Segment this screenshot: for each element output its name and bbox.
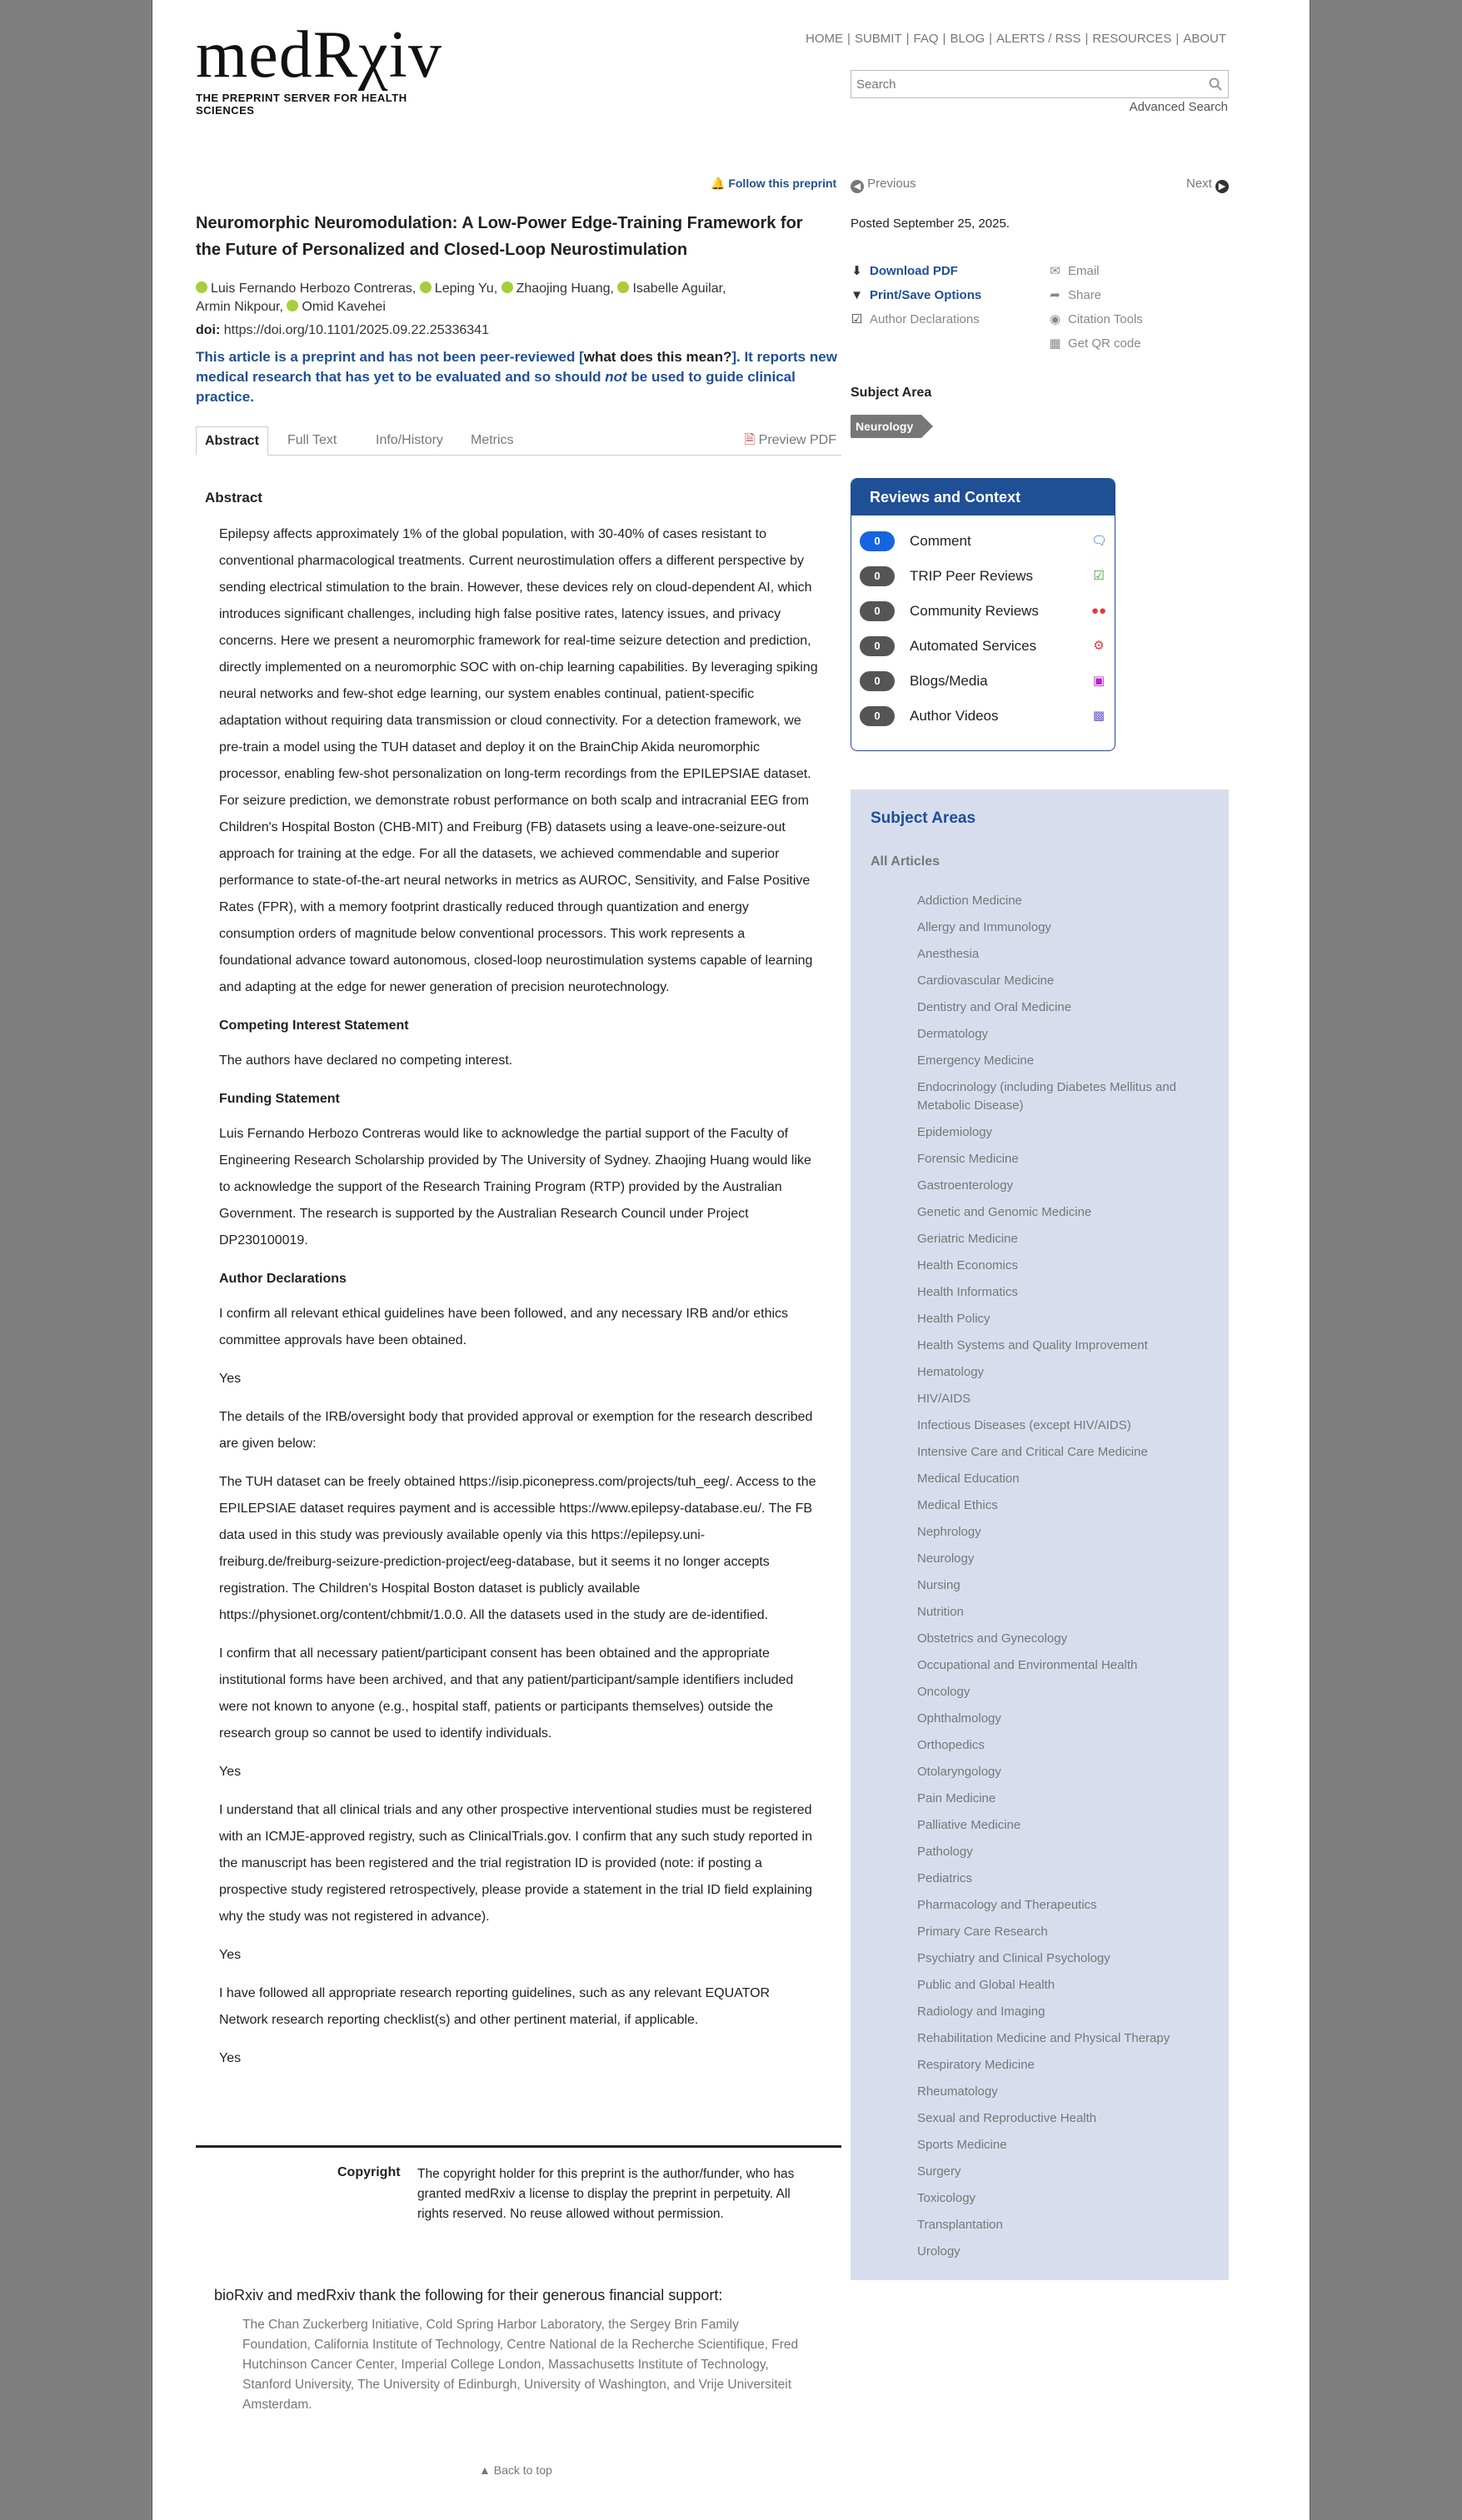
subject-area-link[interactable]: Dentistry and Oral Medicine	[917, 1000, 1072, 1014]
review-count: 0	[860, 531, 895, 551]
declaration-text: I have followed all appropriate research reporting guidelines, such as any relevant EQUATOR Network research reporting checklist(s) and other pertinent material, if applicable.	[219, 1986, 771, 2027]
subject-area-link[interactable]: Surgery	[917, 2164, 961, 2179]
subject-area-link[interactable]: Hematology	[917, 1365, 985, 1379]
monitor-icon: ▣	[1092, 674, 1105, 688]
subject-area-link[interactable]: Medical Education	[917, 1472, 1020, 1486]
review-item-community[interactable]	[860, 601, 1106, 621]
author-name[interactable]: Isabelle Aguilar	[632, 281, 723, 296]
review-item-comment[interactable]	[860, 531, 1106, 551]
arrow-left-icon: ◀	[851, 180, 864, 193]
comment-icon: 🗨	[1091, 534, 1108, 548]
subject-area-link[interactable]: Pharmacology and Therapeutics	[917, 1898, 1097, 1912]
subject-area-link[interactable]: Medical Ethics	[917, 1498, 998, 1512]
subject-area-link[interactable]: Palliative Medicine	[917, 1818, 1021, 1832]
nav-home[interactable]: HOME	[806, 32, 844, 46]
review-item-automated[interactable]	[860, 636, 1106, 656]
subject-area-link[interactable]: Nephrology	[917, 1525, 981, 1539]
subject-area-link[interactable]: Occupational and Environmental Health	[917, 1658, 1138, 1672]
share-icon: ➦	[1050, 288, 1060, 302]
tab-metrics[interactable]: Metrics	[471, 433, 514, 447]
review-item-trip[interactable]	[860, 566, 1106, 586]
article-tabs	[196, 426, 841, 456]
subject-area-link[interactable]: Nutrition	[917, 1605, 964, 1619]
orcid-icon[interactable]	[287, 300, 298, 311]
page	[152, 0, 1310, 2520]
doi-label: doi:	[196, 323, 221, 337]
subject-area-link[interactable]: Forensic Medicine	[917, 1152, 1019, 1166]
posted-date: Posted September 25, 2025.	[851, 217, 1010, 231]
users-icon: ●●	[1091, 604, 1107, 618]
subject-area-link[interactable]: Anesthesia	[917, 947, 980, 961]
bell-icon: 🔔	[711, 177, 726, 190]
review-count: 0	[860, 601, 895, 621]
declaration-answer: Yes	[219, 2051, 242, 2065]
subject-areas-list	[917, 892, 1200, 2269]
checkbox-icon: ☑	[851, 312, 863, 326]
preview-pdf-link[interactable]: 🗎 Preview PDF	[744, 433, 836, 447]
reviews-context-title: Reviews and Context	[851, 479, 1115, 515]
subject-area-heading: Subject Area	[851, 386, 932, 400]
review-item-videos[interactable]	[860, 706, 1106, 726]
declaration-text: The TUH dataset can be freely obtained https://isip.piconepress.com/projects/tuh_eeg/. Access to the EPILEPSIAE dataset requires payment and is accessible https://www.epilepsy-database.eu/. The FB data used in this study was previously available openly via this https://epilepsy.uni-freiburg.de/freiburg-seizure-prediction-project/eeg-database, but it seems it no longer accepts registration. The Children's Hospital Boston dataset is publicly available https://physionet.org/content/chbmit/1.0.0. All the datasets used in the study are de-identified.	[219, 1475, 816, 1622]
subject-area-link[interactable]: Orthopedics	[917, 1738, 985, 1752]
film-icon: ▩	[1092, 709, 1105, 723]
tab-info-history[interactable]: Info/History	[376, 433, 443, 447]
qr-code-link[interactable]: ▦ Get QR code	[1049, 336, 1141, 351]
what-does-this-mean-link[interactable]: what does this mean?	[583, 349, 732, 365]
medrxiv-logo[interactable]	[196, 18, 462, 117]
review-label: Community Reviews	[910, 603, 1039, 619]
review-count: 0	[860, 566, 895, 586]
subject-area-link[interactable]: Pathology	[917, 1845, 973, 1859]
subject-area-link[interactable]: Transplantation	[917, 2218, 1003, 2232]
pdf-file-icon: 🗎	[744, 433, 756, 447]
author-name[interactable]: Zhaojing Huang	[516, 281, 611, 296]
subject-area-link[interactable]: Obstetrics and Gynecology	[917, 1631, 1068, 1646]
review-label: Comment	[910, 533, 971, 549]
subject-tag[interactable]: Neurology	[851, 415, 921, 438]
copyright-label: Copyright	[337, 2165, 401, 2179]
email-link[interactable]: ✉ Email	[1050, 264, 1100, 278]
subject-area-link[interactable]: Public and Global Health	[917, 1978, 1055, 1992]
subject-areas-title: Subject Areas	[871, 809, 976, 827]
subject-area-link[interactable]: Intensive Care and Critical Care Medicine	[917, 1445, 1148, 1459]
doi-line	[196, 323, 489, 338]
download-icon: ⬇	[851, 264, 862, 278]
advanced-search-link[interactable]: Advanced Search	[1129, 100, 1228, 114]
article-body	[219, 521, 819, 2072]
declaration-answer: Yes	[219, 1948, 242, 1962]
funding-heading: Funding Statement	[219, 1092, 340, 1106]
back-to-top-link[interactable]: ▲ Back to top	[479, 2463, 552, 2477]
preprint-notice: This article is a preprint and has not been peer-reviewed [what does this mean?]. It reports new medical research that has yet to be evaluated and so should not be used to guide clinical practice.	[196, 349, 837, 405]
declaration-text: I confirm all relevant ethical guidelines have been followed, and any necessary IRB and/or ethics committee approvals have been obtained.	[219, 1307, 789, 1347]
declaration-text: I understand that all clinical trials and any other prospective interventional studies must be registered with an ICMJE-approved registry, such as ClinicalTrials.gov. I confirm that any such study reported in the manuscript has been registered and the trial registration ID is provided (note: if posting a prospective study registered retrospectively, please provide a statement in the trial ID field explaining why the study was not registered in advance).	[219, 1803, 813, 1924]
review-label: Blogs/Media	[910, 673, 988, 689]
abstract-text: Epilepsy affects approximately 1% of the global population, with 30-40% of cases resistant to conventional pharmacological treatments. Current neurostimulation offers a different perspective by sending electrical stimulation to the brain. However, these devices rely on cloud-dependent AI, which introduces significant challenges, including high false positive rates, latency issues, and privacy concerns. Here we present a neuromorphic framework for real-time seizure detection and prediction, directly implemented on a neuromorphic SOC with on-chip learning capabilities. By leveraging spiking neural networks and few-shot edge learning, our system enables continual, patient-specific adaptation without requiring data transmission or cloud connectivity. For a detection framework, we pre-train a model using the TUH dataset and deploy it on the BrainChip Akida neuromorphic processor, enabling few-shot personalization on long-term recordings from the EPILEPSIAE dataset. For seizure prediction, we demonstrate robust performance on both scalp and intracranial EEG from Children's Hospital Boston (CHB-MIT) and Freiburg (FB) datasets using a leave-one-seizure-out approach for training at the edge. For all the datasets, we achieved commendable and superior performance to state-of-the-art neural networks in metrics as AUROC, Sensitivity, and False Positive Rates (FPR), with a memory footprint drastically reduced through quantization and energy consumption orders of magnitude below conventional processors. This work represents a foundational advance toward autonomous, closed-loop neurostimulation systems capable of learning and adapting at the edge for newer generation of precision neurotechnology.	[219, 527, 818, 994]
subject-area-link[interactable]: Endocrinology (including Diabetes Mellitus and Metabolic Disease)	[917, 1080, 1177, 1113]
logo-tagline: THE PREPRINT SERVER FOR HEALTH SCIENCES	[196, 92, 407, 117]
article-title: Neuromorphic Neuromodulation: A Low-Power Edge-Training Framework for the Future of Personalized and Closed-Loop Neurostimulation	[196, 214, 803, 259]
subject-area-link[interactable]: Geriatric Medicine	[917, 1232, 1018, 1246]
declaration-answer: Yes	[219, 1765, 242, 1779]
envelope-icon: ✉	[1050, 264, 1060, 278]
previous-link[interactable]: ◀ Previous	[851, 177, 916, 191]
subject-area-link[interactable]: Allergy and Immunology	[917, 920, 1051, 934]
subject-area-link[interactable]: Pediatrics	[917, 1871, 972, 1885]
funding-text: Luis Fernando Herbozo Contreras would like to acknowledge the partial support of the Faculty of Engineering Research Scholarship provided by The University of Sydney. Zhaojing Huang would like to acknowledge the support of the Research Training Program (RTP) provided by the Australian Government. The research is supported by the Australian Research Council under Project DP230100019.	[219, 1127, 811, 1248]
logo-text-main: medR	[196, 18, 359, 92]
review-label: TRIP Peer Reviews	[910, 568, 1034, 584]
declaration-text: I confirm that all necessary patient/participant consent has been obtained and the appropriate institutional forms have been archived, and that any patient/participant/sample identifiers included were not known to anyone (e.g., hospital staff, patients or participants themselves) outside the research group so cannot be used to identify individuals.	[219, 1646, 794, 1741]
subject-area-link[interactable]: HIV/AIDS	[917, 1392, 971, 1406]
subject-areas-panel	[851, 789, 1229, 2280]
author-declarations-heading: Author Declarations	[219, 1272, 347, 1286]
nav-faq[interactable]: FAQ	[913, 32, 939, 46]
subject-area-link[interactable]: Urology	[917, 2244, 961, 2259]
globe-icon: ◉	[1049, 312, 1061, 326]
subject-area-link[interactable]: Sexual and Reproductive Health	[917, 2111, 1097, 2125]
gears-icon: ⚙	[1093, 639, 1105, 653]
subject-area-link[interactable]: Genetic and Genomic Medicine	[917, 1205, 1092, 1219]
subject-area-link[interactable]: Primary Care Research	[917, 1925, 1048, 1939]
subject-area-link[interactable]: Infectious Diseases (except HIV/AIDS)	[917, 1418, 1131, 1432]
next-link[interactable]: Next ▶	[1186, 177, 1229, 193]
subject-area-link[interactable]: Dermatology	[917, 1027, 989, 1041]
prev-next-nav	[851, 177, 1229, 193]
author-list: Luis Fernando Herbozo Contreras, Leping Yu, Zhaojing Huang, Isabelle Aguilar, Armin Nikpour, Omid Kavehei	[196, 281, 726, 314]
author-name[interactable]: Armin Nikpour	[196, 300, 280, 314]
declaration-answer: Yes	[219, 1372, 242, 1386]
citation-tools-link[interactable]: ◉ Citation Tools	[1049, 312, 1143, 326]
subject-area-link[interactable]: Health Policy	[917, 1312, 990, 1326]
subject-area-link[interactable]: Health Informatics	[917, 1285, 1018, 1299]
divider	[196, 2145, 841, 2148]
subject-area-link[interactable]: Gastroenterology	[917, 1178, 1014, 1193]
orcid-icon[interactable]	[420, 281, 432, 293]
subject-area-link[interactable]: Radiology and Imaging	[917, 2005, 1045, 2019]
subject-area-link[interactable]: Toxicology	[917, 2191, 976, 2205]
declaration-text: The details of the IRB/oversight body that provided approval or exemption for the research described are given below:	[219, 1410, 813, 1451]
review-item-blogs[interactable]	[860, 671, 1106, 691]
tab-abstract[interactable]: Abstract	[196, 426, 268, 456]
nav-blog[interactable]: BLOG	[950, 32, 985, 46]
subject-area-link[interactable]: Neurology	[917, 1551, 975, 1566]
subject-area-link[interactable]: Addiction Medicine	[917, 894, 1022, 908]
author-name[interactable]: Leping Yu	[434, 281, 494, 296]
competing-interest-heading: Competing Interest Statement	[219, 1018, 409, 1033]
review-count: 0	[860, 636, 895, 656]
subject-area-link[interactable]: Nursing	[917, 1578, 961, 1592]
subject-area-link[interactable]: Sports Medicine	[917, 2138, 1007, 2152]
subject-area-link[interactable]: Otolaryngology	[917, 1765, 1001, 1779]
funders-list: The Chan Zuckerberg Initiative, Cold Spring Harbor Laboratory, the Sergey Brin Family Foundation, California Institute of Technology, Centre National de la Recherche Scientifique, Fred Hutchinson Cancer Center, Imperial College London, Massachusetts Institute of Technology, Stanford University, The University of Edinburgh, University of Washington, and Vrije Universiteit Amsterdam.	[242, 2318, 799, 2412]
subject-area-link[interactable]: Health Systems and Quality Improvement	[917, 1338, 1148, 1352]
print-save-options-link[interactable]: ▼ Print/Save Options	[851, 288, 982, 302]
reviews-context-panel	[851, 478, 1115, 751]
nav-submit[interactable]: SUBMIT	[854, 32, 902, 46]
orcid-icon[interactable]	[196, 281, 207, 293]
nav-about[interactable]: ABOUT	[1183, 32, 1226, 46]
review-count: 0	[860, 671, 895, 691]
copyright-text: The copyright holder for this preprint is the author/funder, who has granted medRxiv a license to display the preprint in perpetuity. All rights reserved. No reuse allowed without permission.	[417, 2167, 795, 2221]
follow-preprint-link[interactable]	[711, 177, 836, 191]
subject-area-link[interactable]: Epidemiology	[917, 1125, 993, 1139]
author-name[interactable]: Luis Fernando Herbozo Contreras	[211, 281, 412, 296]
subject-area-link[interactable]: Health Economics	[917, 1258, 1018, 1272]
search-input[interactable]	[851, 71, 1185, 97]
search-icon[interactable]	[1208, 77, 1223, 92]
abstract-heading: Abstract	[205, 490, 262, 505]
top-navigation: HOME | SUBMIT | FAQ | BLOG | ALERTS / RSS | RESOURCES | ABOUT	[806, 32, 1226, 46]
author-declarations-link[interactable]: ☑ Author Declarations	[851, 312, 980, 326]
chevron-up-icon: ▲	[479, 2463, 491, 2477]
subject-area-link[interactable]: Oncology	[917, 1685, 971, 1699]
qr-code-icon: ▦	[1049, 336, 1061, 351]
author-name[interactable]: Omid Kavehei	[302, 300, 386, 314]
subject-area-link[interactable]: Respiratory Medicine	[917, 2058, 1035, 2072]
review-label: Author Videos	[910, 708, 999, 724]
nav-resources[interactable]: RESOURCES	[1092, 32, 1172, 46]
logo-text-end: iv	[388, 18, 442, 92]
arrow-right-icon: ▶	[1215, 180, 1229, 193]
subject-area-link[interactable]: Rehabilitation Medicine and Physical Therapy	[917, 2031, 1170, 2045]
review-count: 0	[860, 706, 895, 726]
subject-area-link[interactable]: Cardiovascular Medicine	[917, 974, 1055, 988]
tab-full-text[interactable]: Full Text	[287, 433, 337, 447]
download-pdf-link[interactable]: ⬇ Download PDF	[851, 264, 958, 278]
subject-area-link[interactable]: Emergency Medicine	[917, 1053, 1035, 1068]
review-label: Automated Services	[910, 638, 1037, 654]
orcid-icon[interactable]	[501, 281, 513, 293]
follow-label: Follow this preprint	[728, 177, 837, 190]
subject-area-link[interactable]: Rheumatology	[917, 2084, 998, 2099]
nav-alerts-rss[interactable]: ALERTS / RSS	[996, 32, 1081, 46]
competing-interest-text: The authors have declared no competing interest.	[219, 1053, 513, 1068]
subject-area-link[interactable]: Pain Medicine	[917, 1791, 996, 1805]
logo-text-chi: χ	[358, 18, 389, 92]
funders-heading: bioRxiv and medRxiv thank the following for their generous financial support:	[214, 2287, 723, 2303]
subject-area-link[interactable]: Ophthalmology	[917, 1711, 1001, 1726]
subject-area-link[interactable]: Psychiatry and Clinical Psychology	[917, 1951, 1110, 1965]
doi-link[interactable]: https://doi.org/10.1101/2025.09.22.25336341	[223, 323, 489, 337]
logo-wordmark	[196, 18, 462, 92]
share-link[interactable]: ➦ Share	[1050, 288, 1102, 302]
orcid-icon[interactable]	[617, 281, 629, 293]
check-square-icon: ☑	[1093, 569, 1105, 583]
print-icon: ▼	[851, 288, 863, 302]
search-box	[851, 70, 1229, 98]
all-articles-link[interactable]: All Articles	[871, 854, 940, 869]
